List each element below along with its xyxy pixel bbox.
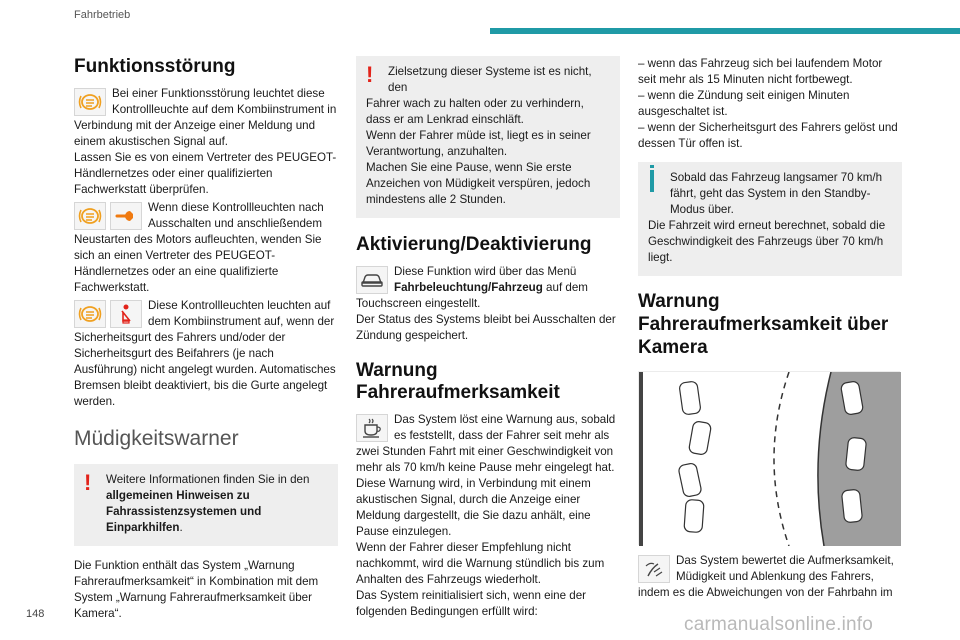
- paragraph-status-saved: Der Status des Systems bleibt bei Ausschalten der Zündung gespeichert.: [356, 313, 616, 342]
- list-item: – wenn der Sicherheitsgurt des Fahrers gelöst und dessen Tür offen ist.: [638, 121, 898, 150]
- paragraph-malfunction: Bei einer Funktionsstörung leuchtet diese Kontrollleuchte auf dem Kombiinstrument in Verbindung mit der Anzeige einer Meldung und einem akustischen Signal auf.: [74, 87, 337, 148]
- list-item: – wenn das Fahrzeug sich bei laufendem Motor seit mehr als 15 Minuten nicht fortbewegt.: [638, 57, 883, 86]
- watermark: carmanualsonline.info: [684, 614, 874, 635]
- column-2: [356, 56, 620, 620]
- paragraph-function: Die Funktion enthält das System „Warnung Fahreraufmerksamkeit“ in Kombination mit dem System „Warnung Fahreraufmerksamkeit über Kamera“.: [74, 559, 319, 620]
- seatbelt-warning-icon: [110, 300, 142, 328]
- paragraph-reinit: Das System reinitialisiert sich, wenn eine der folgenden Bedingungen erfüllt wird:: [356, 589, 587, 618]
- heading-funktionsstoerung: Funktionsstörung: [74, 56, 236, 77]
- heading-warnung-fahreraufmerksamkeit: Warnung Fahreraufmerksamkeit: [356, 360, 560, 403]
- icon-group-1: [74, 88, 106, 116]
- column-1: [74, 56, 338, 622]
- driver-attention-warning-icon: [74, 202, 106, 230]
- paragraph-warning-repeat: Wenn der Fahrer dieser Empfehlung nicht nachkommt, wird die Warnung stündlich bis zum Anhalten des Fahrzeugs wiederholt.: [356, 541, 605, 586]
- paragraph-camera-system: Das System bewertet die Aufmerksamkeit, Müdigkeit und Ablenkung des Fahrers, indem es die Abweichungen von der Fahrbahn im: [638, 554, 894, 599]
- heading-muedigkeitswarner: Müdigkeitswarner: [74, 427, 239, 450]
- exclamation-icon: !: [84, 470, 92, 495]
- heading-aktivierung: Aktivierung/Deaktivierung: [356, 234, 592, 255]
- coffee-cup-icon: [356, 414, 388, 442]
- paragraph-seatbelt: Diese Kontrollleuchten leuchten auf dem Kombiinstrument auf, wenn der Sicherheitsgurt des Fahrers und/oder der Sicherheitsgurt des Beifahrers (je nach Ausführung) nicht angelegt wurden. Automatisches Bremsen bleibt deaktiviert, bis die Gurte angelegt werden.: [74, 299, 336, 408]
- lane-departure-illustration: [638, 371, 900, 545]
- paragraph-warning-display: Diese Warnung wird, in Verbindung mit einem akustischen Signal, durch die Anzeige einer Meldung dargestellt, die Sie dazu anhält, eine Pause einzulegen.: [356, 477, 591, 538]
- header-accent-bar: [490, 28, 960, 34]
- icon-group-2: [74, 202, 142, 230]
- warning-note-2: ! Zielsetzung dieser Systeme ist es nicht, den Fahrer wach zu halten oder zu verhindern, dass er am Lenkrad einschläft. Wenn der Fahrer müde ist, liegt es in seiner Verantwortung, anzuhalten. Machen Sie eine Pause, wenn Sie erste Anzeichen von Müdigkeit verspüren, jedoch mindestens alle 2 Stunden.: [356, 56, 620, 218]
- paragraph-activation: Diese Funktion wird über das Menü Fahrbeleuchtung/Fahrzeug auf dem Touchscreen eingestellt.: [356, 265, 588, 310]
- wrench-icon: [110, 202, 142, 230]
- paragraph-restart: Wenn diese Kontrollleuchten nach Ausschalten und anschließendem Neustarten des Motors aufleuchten, wenden Sie sich an einen Vertreter des PEUGEOT-Händlernetzes oder an eine qualifizierte Fachwerkstatt.: [74, 201, 324, 294]
- page-number: 148: [26, 608, 45, 620]
- icon-group-6: [638, 555, 670, 583]
- heading-warnung-kamera: Warnung Fahreraufmerksamkeit über Kamera: [638, 291, 889, 358]
- icon-group-5: [356, 414, 388, 442]
- paragraph-warning-trigger: Das System löst eine Warnung aus, sobald es feststellt, dass der Fahrer seit mehr als zwei Stunden Fahrt mit einer Geschwindigkeit von mehr als 70 km/h keine Pause mehr eingelegt hat.: [356, 413, 616, 474]
- list-item: – wenn die Zündung seit einigen Minuten ausgeschaltet ist.: [638, 89, 850, 118]
- info-icon: [650, 170, 654, 192]
- driver-attention-warning-icon: [74, 300, 106, 328]
- info-note: Sobald das Fahrzeug langsamer 70 km/h fährt, geht das System in den Standby-Modus über. Die Fahrzeit wird erneut berechnet, sobald die Geschwindigkeit des Fahrzeugs über 70 km/h liegt.: [638, 162, 902, 276]
- car-menu-icon: [356, 266, 388, 294]
- warning-note-1: ! Weitere Informationen finden Sie in den allgemeinen Hinweisen zu Fahrassistenzsystemen und Einparkhilfen.: [74, 464, 338, 546]
- paragraph-check: Lassen Sie es von einem Vertreter des PEUGEOT-Händlernetzes oder einer qualifizierten Fachwerkstatt überprüfen.: [74, 151, 337, 196]
- column-3: [638, 56, 902, 601]
- running-header: Fahrbetrieb: [74, 9, 131, 21]
- icon-group-4: [356, 266, 388, 294]
- icon-group-3: [74, 300, 142, 328]
- driver-attention-warning-icon: [74, 88, 106, 116]
- exclamation-icon: !: [366, 62, 374, 87]
- steering-hand-icon: [638, 555, 670, 583]
